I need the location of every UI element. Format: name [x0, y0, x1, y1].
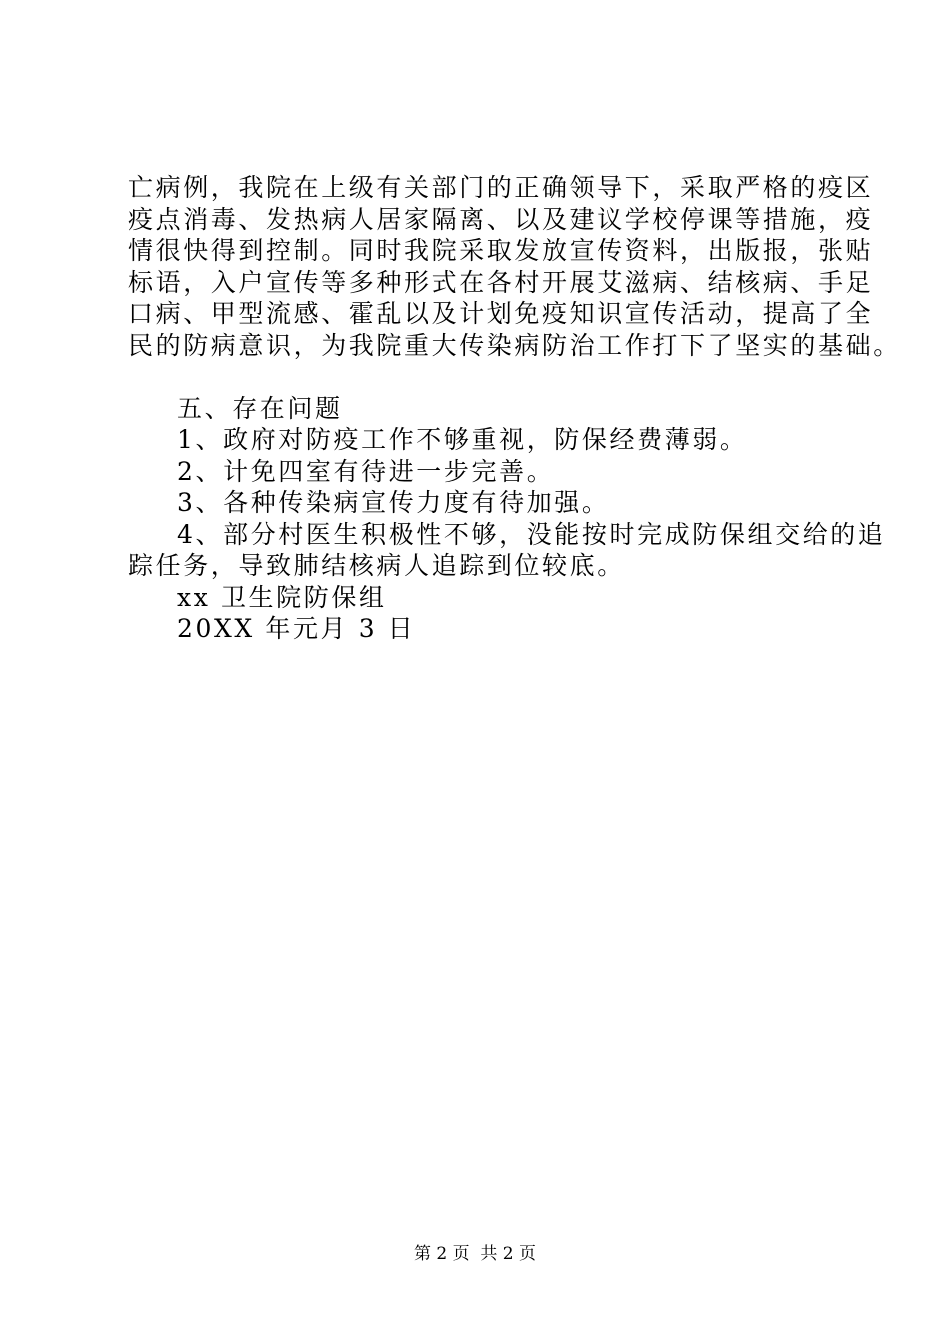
paragraph-line: 疫点消毒、发热病人居家隔离、以及建议学校停课等措施，疫: [128, 204, 874, 234]
issue-item-3: 3、各种传染病宣传力度有待加强。: [177, 488, 610, 517]
paragraph-line: 亡病例，我院在上级有关部门的正确领导下，采取严格的疫区: [128, 173, 874, 202]
document-body: [128, 172, 901, 645]
issue-item-4-line-1: 4、部分村医生积极性不够，没能按时完成防保组交给的追: [177, 519, 886, 549]
paragraph-line: 民的防病意识，为我院重大传染病防治工作打下了坚实的基础。: [128, 330, 901, 360]
paragraph-spacer: [128, 361, 838, 393]
section-heading: 五、存在问题: [177, 393, 343, 423]
paragraph-line: 情很快得到控制。同时我院采取发放宣传资料，出版报，张贴: [128, 236, 874, 265]
issue-item-1: 1、政府对防疫工作不够重视，防保经费薄弱。: [177, 425, 748, 454]
paragraph-line: 口病、甲型流感、霍乱以及计划免疫知识宣传活动，提高了全: [128, 299, 874, 328]
paragraph-line: 标语，入户宣传等多种形式在各村开展艾滋病、结核病、手足: [128, 267, 874, 297]
issue-item-2: 2、计免四室有待进一步完善。: [177, 456, 555, 486]
issue-item-4-line-2: 踪任务，导致肺结核病人追踪到位较底。: [128, 551, 625, 580]
signature-date: 20XX 年元月 3 日: [177, 614, 416, 643]
page-footer: 第 2 页 共 2 页: [413, 1244, 537, 1264]
signature-organization: xx 卫生院防保组: [177, 582, 387, 612]
